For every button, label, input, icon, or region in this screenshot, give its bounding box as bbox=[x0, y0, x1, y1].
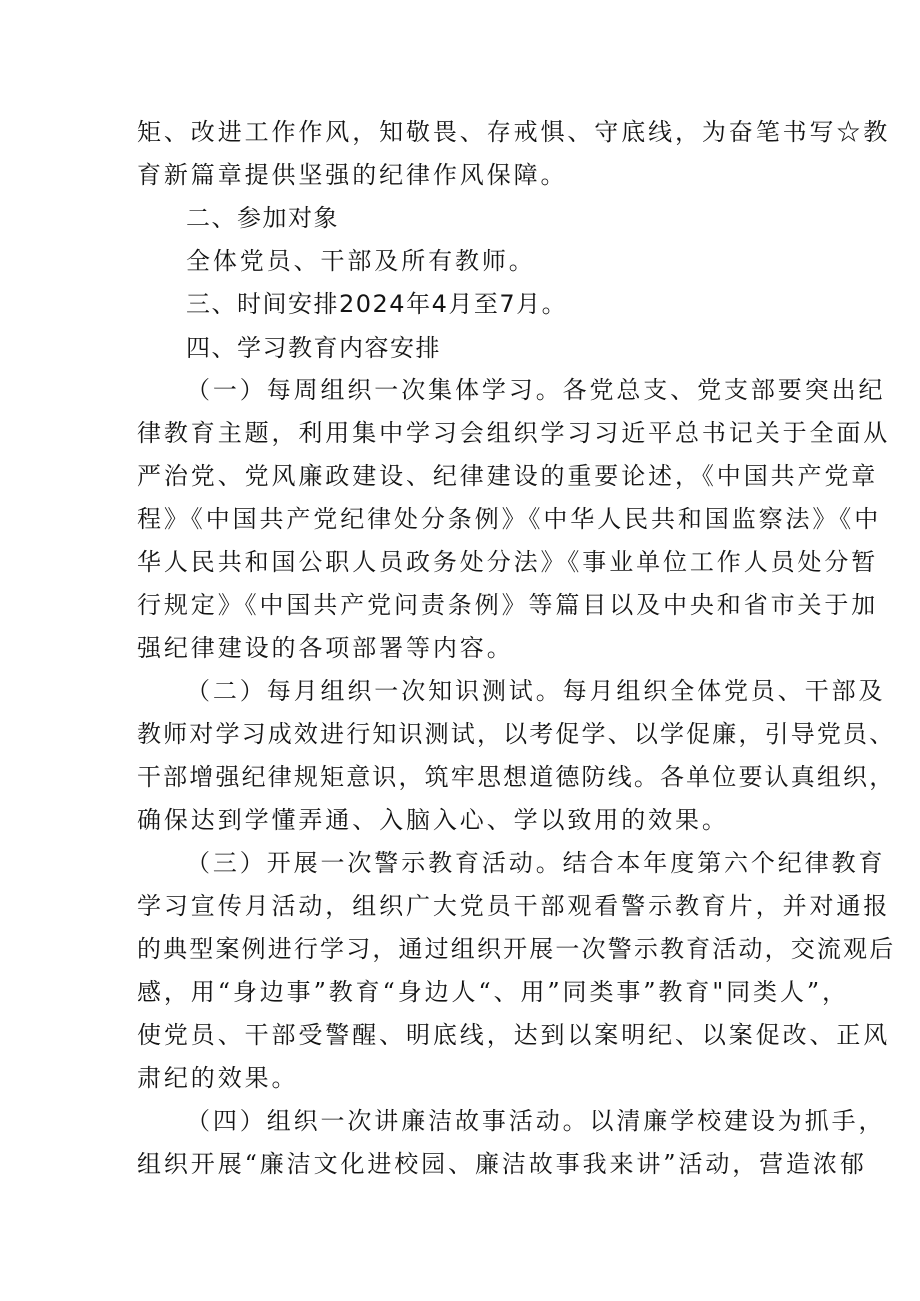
paragraph-line: 确保达到学懂弄通、入脑入心、学以致用的效果。 bbox=[137, 806, 729, 834]
paragraph-line: 肃纪的效果。 bbox=[137, 1064, 299, 1092]
paragraph-line: 强纪律建设的各项部署等内容。 bbox=[137, 634, 514, 662]
paragraph-line: （一）每周组织一次集体学习。各党总支、党支部要突出纪 bbox=[186, 376, 886, 404]
section-heading-schedule: 三、时间安排2024年4月至7月。 bbox=[186, 290, 568, 318]
paragraph-line: 程》《中国共产党纪律处分条例》《中华人民共和国监察法》《中 bbox=[137, 505, 882, 533]
paragraph-line: 组织开展“廉洁文化进校园、廉洁故事我来讲”活动，营造浓郁 bbox=[137, 1150, 867, 1178]
paragraph-line: 学习宣传月活动，组织广大党员干部观看警示教育片，并对通报 bbox=[137, 892, 891, 920]
paragraph-line: 行规定》《中国共产党问责条例》等篇目以及中央和省市关于加 bbox=[137, 591, 879, 619]
paragraph-line: 严治党、党风廉政建设、纪律建设的重要论述，《中国共产党章 bbox=[137, 462, 879, 490]
paragraph-line: 使党员、干部受警醒、明底线，达到以案明纪、以案促改、正风 bbox=[137, 1021, 891, 1049]
paragraph-line: 的典型案例进行学习，通过组织开展一次警示教育活动，交流观后 bbox=[137, 935, 896, 963]
paragraph-line: 律教育主题，利用集中学习会组织学习习近平总书记关于全面从 bbox=[137, 419, 891, 447]
paragraph-line: 干部增强纪律规矩意识，筑牢思想道德防线。各单位要认真组织， bbox=[137, 763, 896, 791]
paragraph-line: 育新篇章提供坚强的纪律作风保障。 bbox=[137, 161, 568, 189]
paragraph-line: 矩、改进工作作风，知敬畏、存戒惧、守底线，为奋笔书写☆教 bbox=[137, 118, 891, 146]
paragraph-line: （三）开展一次警示教育活动。结合本年度第六个纪律教育 bbox=[186, 849, 886, 877]
paragraph-line: 全体党员、干部及所有教师。 bbox=[186, 247, 536, 275]
paragraph-line: 感，用“身边事”教育“身边人“、用”同类事”教育"同类人”， bbox=[137, 978, 849, 1006]
paragraph-line: （二）每月组织一次知识测试。每月组织全体党员、干部及 bbox=[186, 677, 886, 705]
section-heading-participants: 二、参加对象 bbox=[186, 204, 339, 232]
paragraph-line: （四）组织一次讲廉洁故事活动。以清廉学校建设为抓手， bbox=[186, 1107, 886, 1135]
paragraph-line: 教师对学习成效进行知识测试，以考促学、以学促廉，引导党员、 bbox=[137, 720, 896, 748]
paragraph-line: 华人民共和国公职人员政务处分法》《事业单位工作人员处分暂 bbox=[137, 548, 879, 576]
section-heading-content: 四、学习教育内容安排 bbox=[186, 334, 441, 362]
